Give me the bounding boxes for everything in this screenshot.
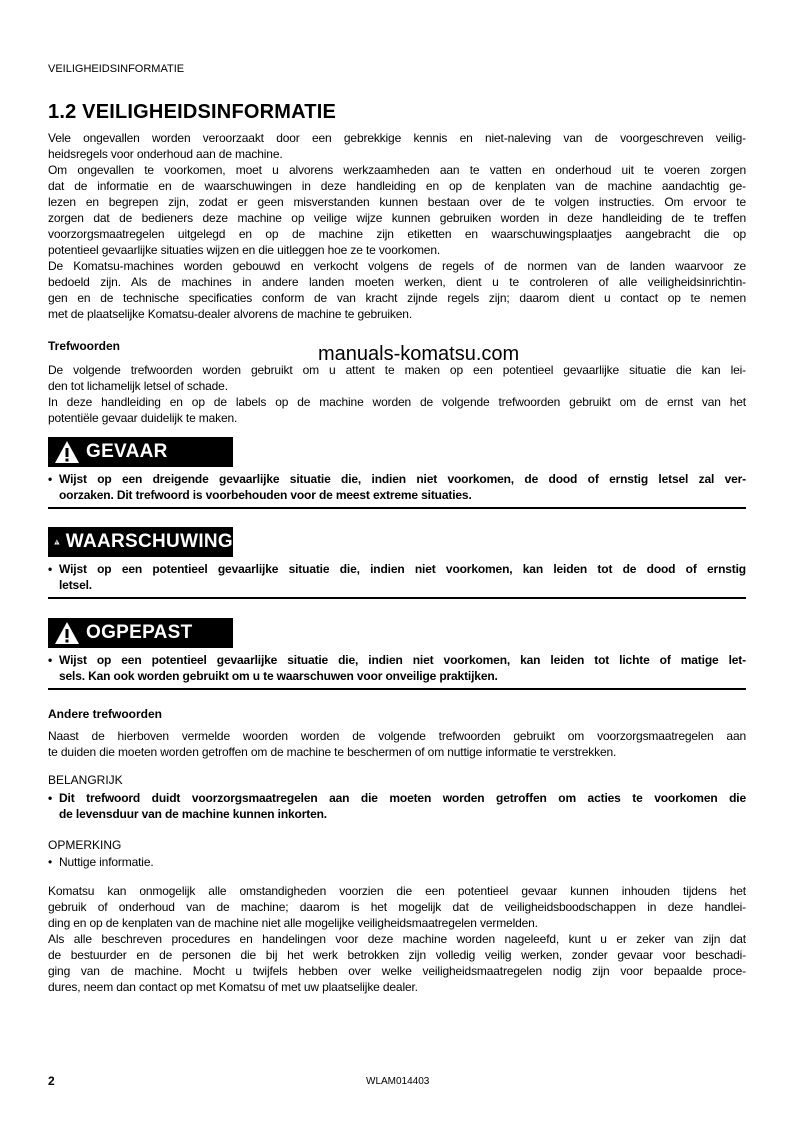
text-line: Komatsu kan onmogelijk alle omstandigheden voorzien die een potentieel gevaar kunnen inhouden tijdens het xyxy=(48,884,746,898)
text-line: • Nuttige informatie. xyxy=(59,854,746,870)
opmerking-heading: OPMERKING xyxy=(48,838,122,852)
belangrijk-heading: BELANGRIJK xyxy=(48,773,123,787)
divider xyxy=(48,688,746,690)
warning-label-ogpepast xyxy=(48,618,233,648)
text-line: heidsregels voor onderhoud aan de machine. xyxy=(48,147,283,161)
text-line: Vele ongevallen worden veroorzaakt door een gebrekkige kennis en niet-naleving van de voorgeschreven veilig- xyxy=(48,131,746,145)
section-title: 1.2 VEILIGHEIDSINFORMATIE xyxy=(48,101,336,123)
text-line: letsel. xyxy=(59,578,92,592)
text-line: met de plaatselijke Komatsu-dealer alvorens de machine te gebruiken. xyxy=(48,307,413,321)
text-line: • Wijst op een dreigende gevaarlijke situatie die, indien niet voorkomen, de dood of ernstig letsel zal ver- xyxy=(59,471,746,487)
belangrijk-bullet xyxy=(59,790,746,822)
text-line: sels. Kan ook worden gebruikt om u te waarschuwen voor onveilige praktijken. xyxy=(59,669,498,683)
text-line: Als alle beschreven procedures en handelingen voor deze machine worden nageleefd, kunt u er zeker van zijn dat xyxy=(48,932,746,946)
paragraph xyxy=(48,162,746,258)
paragraph xyxy=(48,362,746,394)
text-line: • Dit trefwoord duidt voorzorgsmaatregelen aan die moeten worden getroffen om acties te voorkomen die xyxy=(59,790,746,806)
text-line: Om ongevallen te voorkomen, moet u alvorens werkzaamheden aan te vatten en onderhoud uit te voeren zorgen xyxy=(48,163,746,177)
paragraph xyxy=(48,394,746,426)
text-line: ging van de machine. Mocht u twijfels hebben over welke veiligheidsmaatregelen nodig zijn voor bepaalde proce- xyxy=(48,964,746,978)
text-line: In deze handleiding en op de labels op de machine worden de volgende trefwoorden gebruikt om de ernst van het xyxy=(48,395,746,409)
text-line: De volgende trefwoorden worden gebruikt om u attent te maken op een potentieel gevaarlijke situatie die kan lei- xyxy=(48,363,746,377)
document-code: WLAM014403 xyxy=(366,1076,430,1087)
text-line: potentiële gevaar duidelijk te maken. xyxy=(48,411,238,425)
text-line: dat de informatie en de waarschuwingen in deze handleiding en op de kenplaten van de machine aandachtig ge- xyxy=(48,179,746,193)
divider xyxy=(48,507,746,509)
text-line: voorzorgsmaatregelen uitgelegd en op de machine zijn etiketten en waarschuwingsplaatjes aangebracht die op xyxy=(48,227,746,241)
warning-label-text: GEVAAR xyxy=(86,441,168,462)
text-line: • Wijst op een potentieel gevaarlijke situatie die, indien niet voorkomen, kan leiden tot lichte of matige let- xyxy=(59,652,746,668)
text-line: gebruik of onderhoud van de machine; daarom is het mogelijk dat de veiligheidsboodschappen in deze handlei- xyxy=(48,900,746,914)
text-line: • Wijst op een potentieel gevaarlijke situatie die, indien niet voorkomen, kan leiden tot de dood of ernstig xyxy=(59,561,746,577)
divider xyxy=(48,597,746,599)
warning-description xyxy=(59,652,746,684)
paragraph xyxy=(48,883,746,931)
text-line: lezen en begrepen zijn, zodat er geen misverstanden kunnen bestaan over de te volgen instructies. Om ervoor te xyxy=(48,195,746,209)
text-line: de levensduur van de machine kunnen inkorten. xyxy=(59,807,327,821)
warning-label-waarschuwing xyxy=(48,527,233,557)
text-line: oorzaken. Dit trefwoord is voorbehouden voor de meest extreme situaties. xyxy=(59,488,472,502)
text-line: bedoeld zijn. Als de machines in andere landen moeten werken, dient u te controleren of alle veiligheidsinrichtin- xyxy=(48,275,746,289)
closing-text xyxy=(48,883,746,995)
text-line: zorgen dat de bedieners deze machine op veilige wijze kunnen gebruiken worden in deze handleiding de te treffen xyxy=(48,211,746,225)
intro-text xyxy=(48,130,746,322)
andere-heading: Andere trefwoorden xyxy=(48,707,163,721)
warning-triangle-icon xyxy=(54,530,60,554)
paragraph xyxy=(48,931,746,995)
warning-label-gevaar xyxy=(48,437,233,467)
text-line: de bestuurder en de personen die bij het werk betrokken zijn volledig veilig werken, zonder gevaar voor beschadi- xyxy=(48,948,746,962)
watermark: manuals-komatsu.com xyxy=(318,343,520,365)
warning-description xyxy=(59,471,746,503)
warning-label-text: OGPEPAST xyxy=(86,622,193,643)
trefwoorden-heading: Trefwoorden xyxy=(48,339,121,353)
page-number: 2 xyxy=(48,1074,55,1088)
warning-description xyxy=(59,561,746,593)
running-header: VEILIGHEIDSINFORMATIE xyxy=(48,63,185,75)
text-line: ding en op de kenplaten van de machine niet alle mogelijke veiligheidsmaatregelen vermelden. xyxy=(48,916,538,930)
trefwoorden-text xyxy=(48,362,746,426)
opmerking-bullet xyxy=(59,854,746,870)
text-line: Naast de hierboven vermelde woorden worden de volgende trefwoorden gebruikt om voorzorgsmaatregelen aan xyxy=(48,729,746,743)
warning-label-text: WAARSCHUWING xyxy=(65,531,233,552)
text-line: gen en de technische specificaties conform de van kracht zijnde regels zijn; daarom dient u contact op te nemen xyxy=(48,291,746,305)
warning-triangle-icon xyxy=(54,440,80,464)
text-line: De Komatsu-machines worden gebouwd en verkocht volgens de regels of de normen van de landen waarvoor ze xyxy=(48,259,746,273)
paragraph xyxy=(48,130,746,162)
text-line: den tot lichamelijk letsel of schade. xyxy=(48,379,228,393)
text-line: potentieel gevaarlijke situaties wijzen en die uitleggen hoe ze te voorkomen. xyxy=(48,243,441,257)
andere-text xyxy=(48,728,746,760)
text-line: te duiden die moeten worden getroffen om de machine te beschermen of om nuttige informatie te verstrekken. xyxy=(48,745,617,759)
text-line: dures, neem dan contact op met Komatsu of met uw plaatselijke dealer. xyxy=(48,980,418,994)
paragraph xyxy=(48,258,746,322)
warning-triangle-icon xyxy=(54,621,80,645)
